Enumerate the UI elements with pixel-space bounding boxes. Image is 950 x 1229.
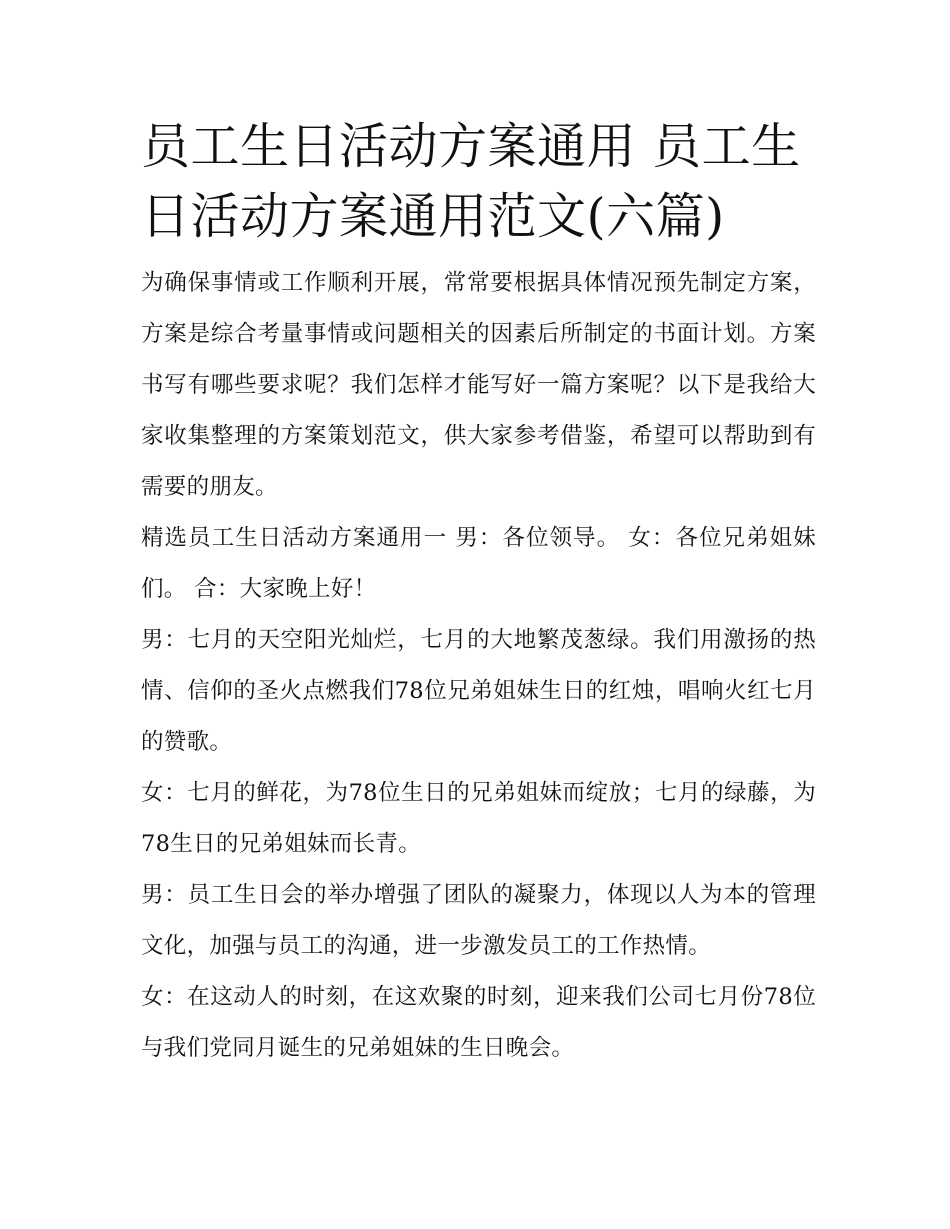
document-page <box>141 112 816 1074</box>
paragraph-male-2: 男：员工生日会的举办增强了团队的凝聚力，体现以人为本的管理文化，加强与员工的沟通，进一步激发员工的工作热情。 <box>141 882 816 959</box>
paragraph-female-1: 女：七月的鲜花，为78位生日的兄弟姐妹而绽放；七月的绿藤，为78生日的兄弟姐妹而长青。 <box>141 780 816 857</box>
document-title: 员工生日活动方案通用 员工生日活动方案通用范文(六篇) <box>141 118 801 245</box>
paragraph-opening: 精选员工生日活动方案通用一 男：各位领导。 女：各位兄弟姐妹们。 合：大家晚上好！ <box>141 525 816 602</box>
paragraph-male-1: 男：七月的天空阳光灿烂，七月的大地繁茂葱绿。我们用激扬的热情、信仰的圣火点燃我们78位兄弟姐妹生日的红烛，唱响火红七月的赞歌。 <box>141 627 816 755</box>
intro-paragraph: 为确保事情或工作顺利开展，常常要根据具体情况预先制定方案，方案是综合考量事情或问题相关的因素后所制定的书面计划。方案书写有哪些要求呢？我们怎样才能写好一篇方案呢？以下是我给大家收集整理的方案策划范文，供大家参考借鉴，希望可以帮助到有需要的朋友。 <box>141 270 816 500</box>
paragraph-female-2: 女：在这动人的时刻，在这欢聚的时刻，迎来我们公司七月份78位与我们党同月诞生的兄弟姐妹的生日晚会。 <box>141 984 816 1061</box>
